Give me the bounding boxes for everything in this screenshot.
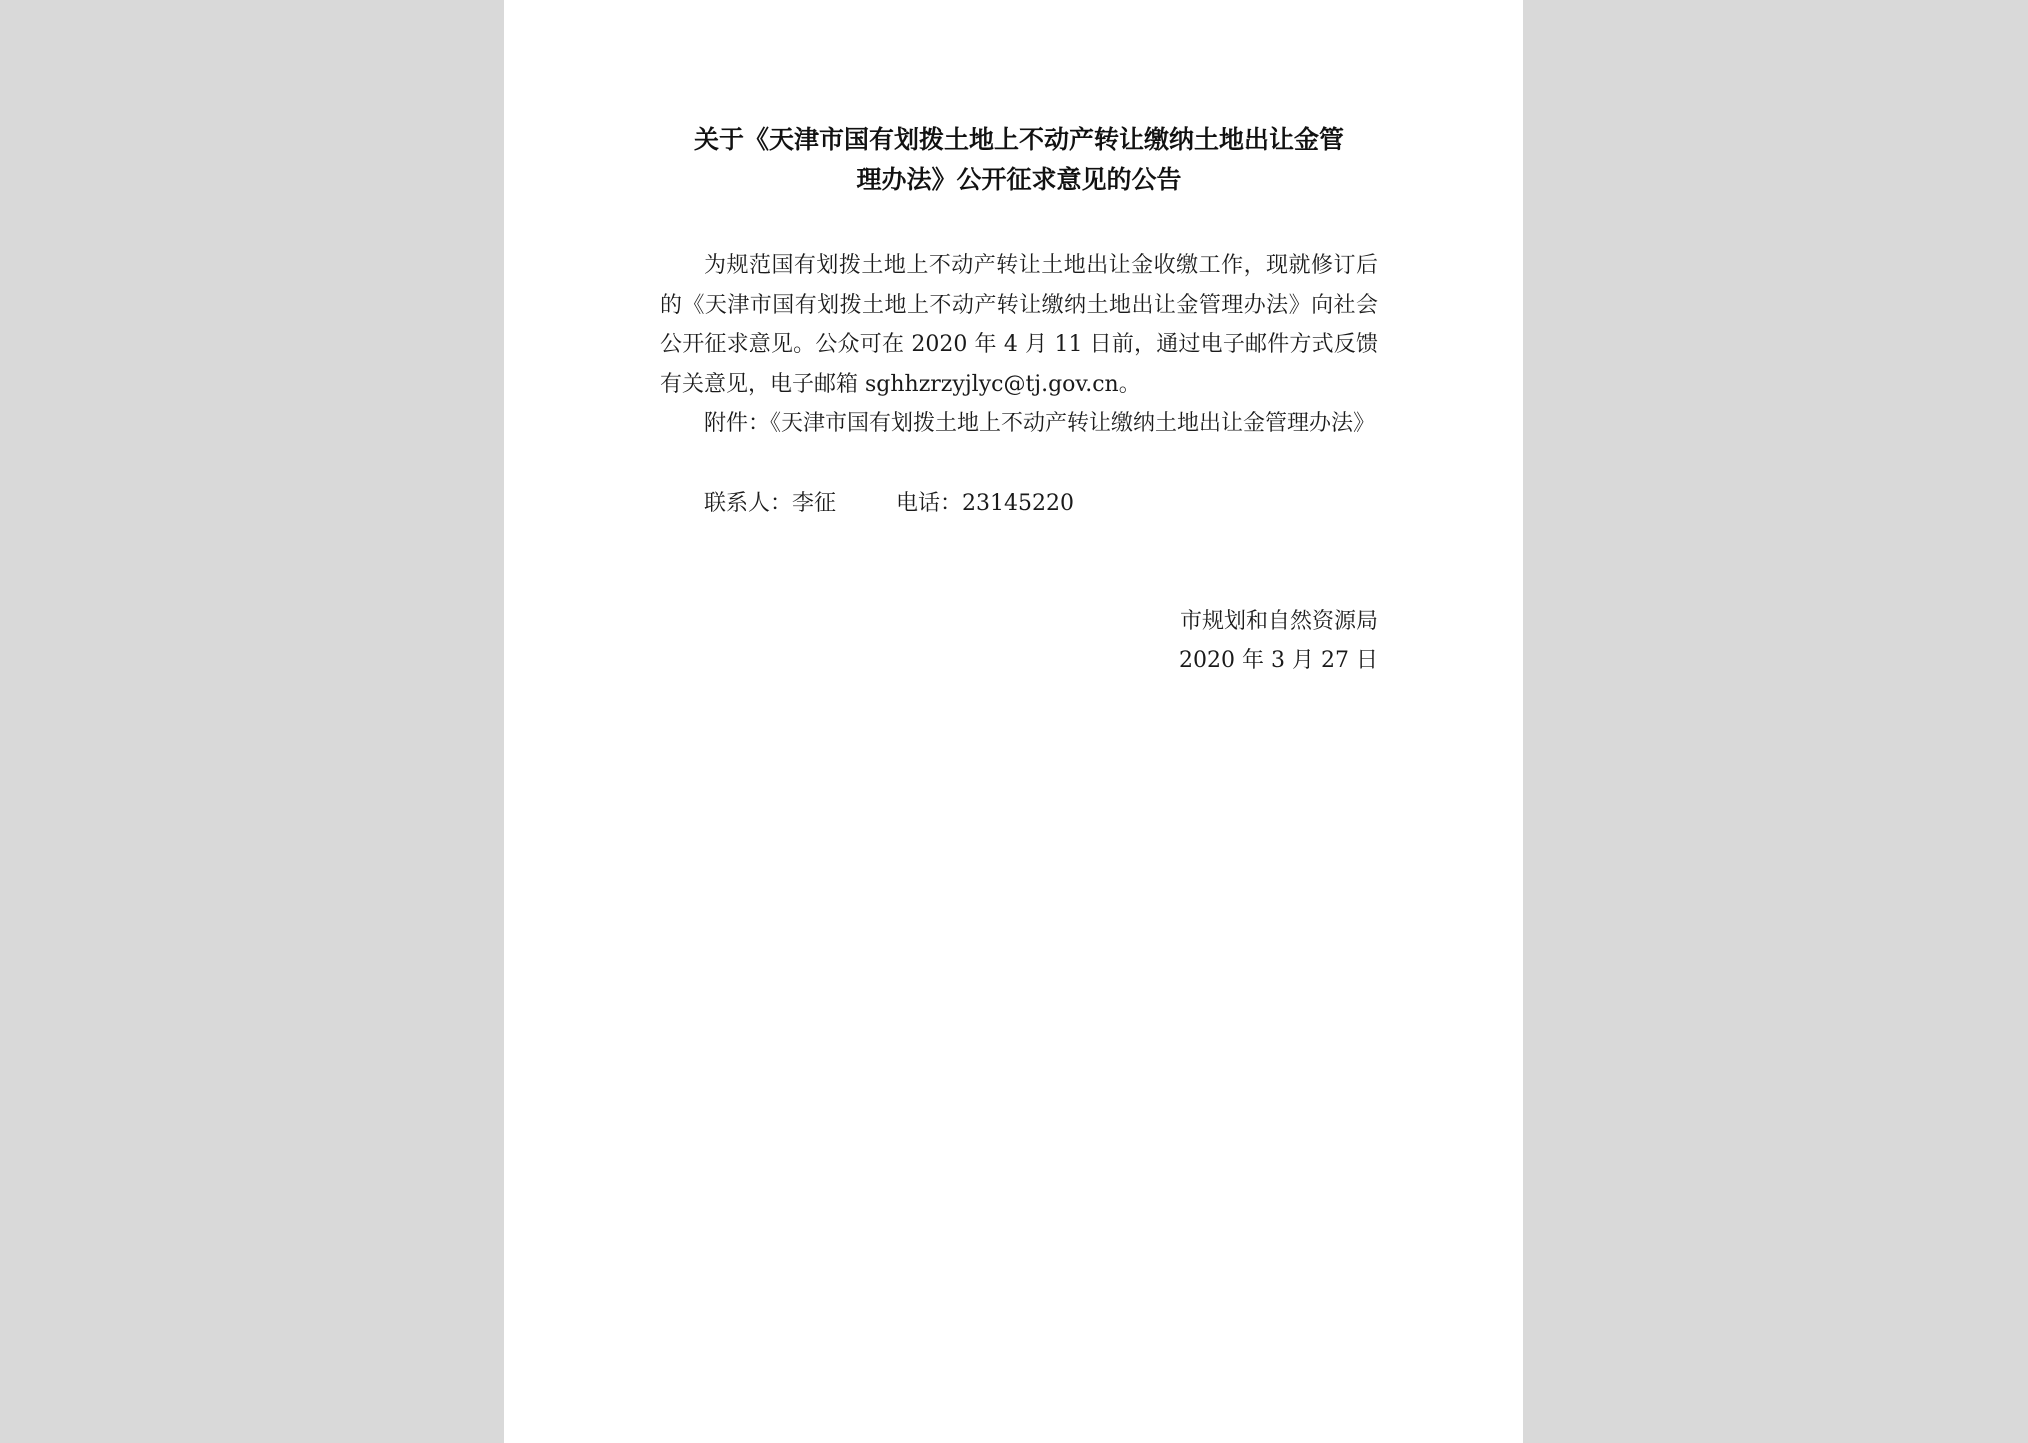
page-title — [660, 120, 1378, 200]
contact-line — [660, 484, 1378, 523]
title-line-2: 理办法》公开征求意见的公告 — [856, 165, 1182, 194]
issuer-name: 市规划和自然资源局 — [1179, 608, 1378, 634]
document-page — [504, 0, 1523, 1443]
notice-body — [660, 246, 1378, 444]
paragraph-attachment: 附件：《天津市国有划拨土地上不动产转让缴纳土地出让金管理办法》 — [704, 411, 1376, 436]
title-line-1: 关于《天津市国有划拨土地上不动产转让缴纳土地出让金管 — [693, 125, 1344, 154]
contact-phone: 电话：23145220 — [896, 490, 1074, 516]
signature-block — [660, 602, 1378, 681]
contact-person: 联系人：李征 — [704, 490, 837, 516]
document-content — [660, 120, 1378, 681]
issue-date: 2020 年 3 月 27 日 — [1179, 648, 1378, 673]
paragraph-main: 为规范国有划拨土地上不动产转让土地出让金收缴工作，现就修订后的《天津市国有划拨土地上不动产转让缴纳土地出让金管理办法》向社会公开征求意见。公众可在 2020 年 4 月 11 日前，通过电子邮件方式反馈有关意见，电子邮箱 sghhzrzyjlyc@tj.gov.cn。 — [660, 253, 1378, 397]
